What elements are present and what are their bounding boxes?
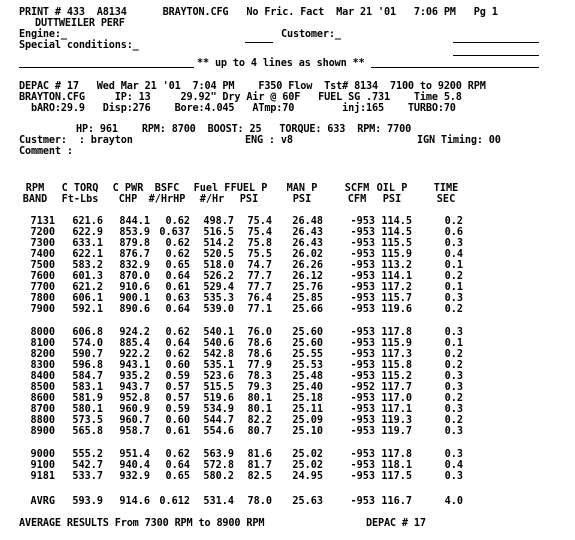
cell-bsfc: 0.62 — [165, 449, 190, 460]
cell-time: 0.3 — [444, 238, 463, 249]
header-time: TIME — [433, 183, 459, 194]
cell-scfm: -953 — [350, 415, 375, 426]
cell-rpm: 7800 — [30, 293, 55, 304]
cell-manifold-pressure: 26.48 — [292, 216, 323, 227]
cell-time: 0.1 — [444, 260, 463, 271]
cell-fuel-flow: 529.4 — [203, 282, 234, 293]
average-results-label: AVERAGE RESULTS From 7300 RPM to 8900 RPM — [19, 518, 265, 529]
cell-bsfc: 0.62 — [165, 349, 190, 360]
cell-torque: 555.2 — [72, 449, 103, 460]
cell-power: 960.9 — [119, 404, 150, 415]
cell-oil-pressure: 117.2 — [381, 282, 412, 293]
cell-rpm: 8600 — [30, 393, 55, 404]
cell-fuel-pressure: 77.7 — [247, 271, 272, 282]
cell-fuel-pressure: 75.4 — [247, 216, 272, 227]
cell-fuel-flow: 542.8 — [203, 349, 234, 360]
cell-rpm: 9181 — [30, 471, 55, 482]
cell-torque: 573.5 — [72, 415, 103, 426]
cell-fuel-pressure: 75.4 — [247, 227, 272, 238]
cell-oil-pressure: 117.3 — [381, 349, 412, 360]
cell-oil-pressure: 116.7 — [381, 496, 412, 507]
cell-power: 853.9 — [119, 227, 150, 238]
cell-manifold-pressure: 26.26 — [292, 260, 323, 271]
cell-torque: 596.8 — [72, 360, 103, 371]
cell-rpm: 8100 — [30, 338, 55, 349]
cell-fuel-flow: 520.5 — [203, 249, 234, 260]
cell-time: 0.2 — [444, 360, 463, 371]
cell-oil-pressure: 114.5 — [381, 216, 412, 227]
header-fuel-flow: Fuel F — [193, 183, 231, 194]
cell-torque: 580.1 — [72, 404, 103, 415]
cell-bsfc: 0.65 — [165, 260, 190, 271]
cell-rpm: 8300 — [30, 360, 55, 371]
cell-scfm: -953 — [350, 371, 375, 382]
cell-fuel-pressure: 75.8 — [247, 238, 272, 249]
cell-oil-pressure: 115.8 — [381, 360, 412, 371]
cell-scfm: -953 — [350, 271, 375, 282]
cell-fuel-pressure: 74.7 — [247, 260, 272, 271]
cell-fuel-pressure: 78.0 — [247, 496, 272, 507]
cell-time: 0.3 — [444, 327, 463, 338]
notes-line-left — [19, 67, 194, 68]
cell-manifold-pressure: 25.76 — [292, 282, 323, 293]
cell-scfm: -953 — [350, 426, 375, 437]
cell-scfm: -953 — [350, 216, 375, 227]
cell-time: 0.3 — [444, 382, 463, 393]
cell-scfm: -953 — [350, 349, 375, 360]
cell-power: 943.1 — [119, 360, 150, 371]
cell-fuel-pressure: 76.4 — [247, 293, 272, 304]
cell-bsfc: 0.62 — [165, 327, 190, 338]
cell-time: 0.2 — [444, 349, 463, 360]
cell-time: 0.3 — [444, 449, 463, 460]
header-rpm: BAND — [22, 194, 48, 205]
cell-torque: 542.7 — [72, 460, 103, 471]
cell-time: 0.3 — [444, 371, 463, 382]
cell-power: 943.7 — [119, 382, 150, 393]
cell-time: 0.3 — [444, 404, 463, 415]
table-average-row — [0, 496, 575, 508]
run-info-line-2: BRAYTON.CFG IP: 13 29.92" Dry Air @ 60F FUEL SG .731 Time 5.8 — [19, 92, 462, 103]
cell-power: 952.8 — [119, 393, 150, 404]
cell-torque: 622.9 — [72, 227, 103, 238]
cell-fuel-pressure: 82.5 — [247, 471, 272, 482]
cell-torque: 581.9 — [72, 393, 103, 404]
cell-bsfc: 0.65 — [165, 471, 190, 482]
cell-time: 0.2 — [444, 393, 463, 404]
cell-bsfc: 0.63 — [165, 293, 190, 304]
header-manifold-pressure: MAN P — [286, 183, 318, 194]
cell-time: 0.1 — [444, 282, 463, 293]
cell-scfm: -953 — [350, 227, 375, 238]
cell-bsfc: 0.64 — [165, 271, 190, 282]
cell-time: 0.2 — [444, 271, 463, 282]
engine-label: Engine:_ — [19, 29, 67, 40]
cell-time: 0.6 — [444, 227, 463, 238]
cell-rpm: 9000 — [30, 449, 55, 460]
cell-oil-pressure: 114.5 — [381, 227, 412, 238]
peak-summary: HP: 961 RPM: 8700 BOOST: 25 TORQUE: 633 RPM: 7700 — [76, 124, 412, 135]
cell-power: 890.6 — [119, 304, 150, 315]
table-row — [0, 426, 575, 438]
up-to-note: ** up to 4 lines as shown ** — [197, 58, 365, 69]
cell-bsfc: 0.637 — [159, 227, 190, 238]
cell-torque: 621.6 — [72, 216, 103, 227]
customer-value: Custmer: : brayton — [19, 135, 133, 146]
cell-fuel-flow: 535.1 — [203, 360, 234, 371]
header-time: SEC — [436, 194, 456, 205]
cell-torque: 590.7 — [72, 349, 103, 360]
cell-manifold-pressure: 25.63 — [292, 496, 323, 507]
cell-scfm: -953 — [350, 260, 375, 271]
cell-fuel-pressure: 77.9 — [247, 360, 272, 371]
table-header-row-bottom — [0, 194, 575, 206]
table-row — [0, 304, 575, 316]
cell-scfm: -953 — [350, 304, 375, 315]
cell-rpm: 7900 — [30, 304, 55, 315]
header-bsfc: BSFC — [154, 183, 180, 194]
cell-fuel-pressure: 77.1 — [247, 304, 272, 315]
cell-oil-pressure: 114.1 — [381, 271, 412, 282]
cell-fuel-flow: 540.1 — [203, 327, 234, 338]
header-fuel-pressure: FUEL P — [230, 183, 268, 194]
header-torque: Ft-Lbs — [61, 194, 99, 205]
ignition-timing: IGN Timing: 00 — [417, 135, 501, 146]
cell-manifold-pressure: 25.48 — [292, 371, 323, 382]
cell-fuel-flow: 515.5 — [203, 382, 234, 393]
cell-torque: 584.7 — [72, 371, 103, 382]
company-name: DUTTWEILER PERF — [35, 18, 125, 29]
cell-fuel-flow: 563.9 — [203, 449, 234, 460]
cell-fuel-pressure: 80.7 — [247, 426, 272, 437]
cell-power: 940.4 — [119, 460, 150, 471]
cell-rpm: 8200 — [30, 349, 55, 360]
cell-fuel-flow: 498.7 — [203, 216, 234, 227]
comment-label: Comment : — [19, 146, 73, 157]
cell-bsfc: 0.61 — [165, 426, 190, 437]
cell-manifold-pressure: 25.11 — [292, 404, 323, 415]
customer-label: Customer:_ — [281, 29, 341, 40]
cell-rpm: 8500 — [30, 382, 55, 393]
run-info-line-1: DEPAC # 17 Wed Mar 21 '01 7:04 PM F350 Flow Tst# 8134 7100 to 9200 RPM — [19, 81, 486, 92]
cell-fuel-pressure: 75.5 — [247, 249, 272, 260]
cell-power: 960.7 — [119, 415, 150, 426]
header-manifold-pressure: PSI — [292, 194, 312, 205]
cell-scfm: -953 — [350, 360, 375, 371]
engine-field-line — [245, 42, 273, 43]
cell-fuel-flow: 518.0 — [203, 260, 234, 271]
cell-power: 935.2 — [119, 371, 150, 382]
table-row — [0, 471, 575, 483]
cell-manifold-pressure: 25.55 — [292, 349, 323, 360]
cell-manifold-pressure: 25.53 — [292, 360, 323, 371]
cell-fuel-pressure: 81.7 — [247, 460, 272, 471]
cell-oil-pressure: 119.3 — [381, 415, 412, 426]
cell-fuel-pressure: 76.0 — [247, 327, 272, 338]
cell-rpm: 7500 — [30, 260, 55, 271]
cell-manifold-pressure: 25.60 — [292, 327, 323, 338]
cell-rpm: 7131 — [30, 216, 55, 227]
cell-manifold-pressure: 25.40 — [292, 382, 323, 393]
cell-scfm: -952 — [350, 382, 375, 393]
cell-power: 900.1 — [119, 293, 150, 304]
cell-oil-pressure: 119.7 — [381, 426, 412, 437]
cell-bsfc: 0.62 — [165, 238, 190, 249]
cell-fuel-pressure: 77.7 — [247, 282, 272, 293]
cell-time: 0.4 — [444, 249, 463, 260]
cell-time: 4.0 — [444, 496, 463, 507]
header-bsfc: #/HrHP — [148, 194, 186, 205]
cell-time: 0.1 — [444, 338, 463, 349]
cell-rpm: 8000 — [30, 327, 55, 338]
special-field-line — [453, 55, 539, 56]
cell-time: 0.3 — [444, 471, 463, 482]
cell-power: 951.4 — [119, 449, 150, 460]
cell-torque: 606.1 — [72, 293, 103, 304]
cell-fuel-flow: 531.4 — [203, 496, 234, 507]
cell-manifold-pressure: 26.43 — [292, 227, 323, 238]
header-power: C PWR — [112, 183, 144, 194]
cell-torque: 583.2 — [72, 260, 103, 271]
cell-power: 885.4 — [119, 338, 150, 349]
cell-fuel-flow: 539.0 — [203, 304, 234, 315]
cell-bsfc: 0.59 — [165, 371, 190, 382]
cell-fuel-flow: 572.8 — [203, 460, 234, 471]
footer-depac: DEPAC # 17 — [366, 518, 426, 529]
cell-oil-pressure: 117.8 — [381, 449, 412, 460]
cell-scfm: -953 — [350, 471, 375, 482]
cell-scfm: -953 — [350, 238, 375, 249]
cell-manifold-pressure: 26.12 — [292, 271, 323, 282]
cell-torque: 622.1 — [72, 249, 103, 260]
cell-bsfc: 0.64 — [165, 338, 190, 349]
cell-scfm: -953 — [350, 496, 375, 507]
print-header-line: PRINT # 433 A8134 BRAYTON.CFG No Fric. Fact Mar 21 '01 7:06 PM Pg 1 — [19, 7, 498, 18]
customer-field-line — [453, 42, 539, 43]
cell-power: 844.1 — [119, 216, 150, 227]
cell-time: 0.2 — [444, 216, 463, 227]
header-rpm: RPM — [25, 183, 45, 194]
cell-fuel-pressure: 79.3 — [247, 382, 272, 393]
cell-torque: 593.9 — [72, 496, 103, 507]
cell-rpm: 8900 — [30, 426, 55, 437]
header-fuel-flow: #/Hr — [199, 194, 225, 205]
cell-oil-pressure: 115.2 — [381, 371, 412, 382]
cell-fuel-flow: 534.9 — [203, 404, 234, 415]
cell-rpm: 7600 — [30, 271, 55, 282]
cell-power: 876.7 — [119, 249, 150, 260]
cell-fuel-pressure: 78.6 — [247, 338, 272, 349]
cell-oil-pressure: 117.5 — [381, 471, 412, 482]
cell-fuel-pressure: 82.2 — [247, 415, 272, 426]
cell-torque: 574.0 — [72, 338, 103, 349]
cell-torque: 606.8 — [72, 327, 103, 338]
cell-oil-pressure: 113.2 — [381, 260, 412, 271]
cell-manifold-pressure: 25.60 — [292, 338, 323, 349]
special-conditions-label: Special conditions:_ — [19, 40, 139, 51]
cell-manifold-pressure: 26.02 — [292, 249, 323, 260]
cell-torque: 533.7 — [72, 471, 103, 482]
cell-power: 879.8 — [119, 238, 150, 249]
cell-manifold-pressure: 25.18 — [292, 393, 323, 404]
cell-fuel-flow: 526.2 — [203, 271, 234, 282]
cell-oil-pressure: 115.5 — [381, 238, 412, 249]
cell-fuel-pressure: 80.1 — [247, 393, 272, 404]
cell-scfm: -953 — [350, 449, 375, 460]
cell-rpm: 8800 — [30, 415, 55, 426]
cell-oil-pressure: 115.9 — [381, 338, 412, 349]
cell-oil-pressure: 119.6 — [381, 304, 412, 315]
cell-rpm: 9100 — [30, 460, 55, 471]
cell-bsfc: 0.62 — [165, 216, 190, 227]
cell-torque: 633.1 — [72, 238, 103, 249]
cell-fuel-flow: 544.7 — [203, 415, 234, 426]
cell-bsfc: 0.64 — [165, 304, 190, 315]
cell-time: 0.2 — [444, 415, 463, 426]
cell-manifold-pressure: 25.66 — [292, 304, 323, 315]
cell-oil-pressure: 118.1 — [381, 460, 412, 471]
cell-manifold-pressure: 25.02 — [292, 449, 323, 460]
cell-fuel-flow: 523.6 — [203, 371, 234, 382]
header-oil-pressure: PSI — [382, 194, 402, 205]
cell-rpm: 8700 — [30, 404, 55, 415]
cell-rpm: 7700 — [30, 282, 55, 293]
cell-scfm: -953 — [350, 338, 375, 349]
cell-time: 0.2 — [444, 304, 463, 315]
cell-bsfc: 0.57 — [165, 393, 190, 404]
header-scfm: CFM — [347, 194, 367, 205]
cell-oil-pressure: 117.8 — [381, 327, 412, 338]
cell-scfm: -953 — [350, 293, 375, 304]
cell-oil-pressure: 117.1 — [381, 404, 412, 415]
cell-bsfc: 0.60 — [165, 415, 190, 426]
cell-power: 870.0 — [119, 271, 150, 282]
cell-scfm: -953 — [350, 404, 375, 415]
cell-manifold-pressure: 25.10 — [292, 426, 323, 437]
cell-scfm: -953 — [350, 249, 375, 260]
cell-bsfc: 0.612 — [159, 496, 190, 507]
header-scfm: SCFM — [344, 183, 370, 194]
header-fuel-pressure: PSI — [239, 194, 259, 205]
cell-manifold-pressure: 24.95 — [292, 471, 323, 482]
cell-fuel-flow: 540.6 — [203, 338, 234, 349]
run-info-line-3: bARO:29.9 Disp:276 Bore:4.045 ATmp:70 inj:165 TURBO:70 — [19, 103, 456, 114]
cell-torque: 601.3 — [72, 271, 103, 282]
cell-scfm: -953 — [350, 460, 375, 471]
cell-fuel-pressure: 78.3 — [247, 371, 272, 382]
cell-rpm: 7400 — [30, 249, 55, 260]
cell-bsfc: 0.57 — [165, 382, 190, 393]
cell-power: 958.7 — [119, 426, 150, 437]
cell-fuel-flow: 516.5 — [203, 227, 234, 238]
cell-manifold-pressure: 25.02 — [292, 460, 323, 471]
cell-rpm: 8400 — [30, 371, 55, 382]
cell-fuel-pressure: 78.6 — [247, 349, 272, 360]
cell-fuel-pressure: 81.6 — [247, 449, 272, 460]
cell-torque: 592.1 — [72, 304, 103, 315]
cell-rpm: 7200 — [30, 227, 55, 238]
cell-bsfc: 0.59 — [165, 404, 190, 415]
cell-torque: 583.1 — [72, 382, 103, 393]
cell-fuel-pressure: 80.1 — [247, 404, 272, 415]
cell-oil-pressure: 117.0 — [381, 393, 412, 404]
cell-time: 0.3 — [444, 293, 463, 304]
cell-oil-pressure: 117.7 — [381, 382, 412, 393]
cell-manifold-pressure: 26.43 — [292, 238, 323, 249]
cell-oil-pressure: 115.9 — [381, 249, 412, 260]
cell-power: 910.6 — [119, 282, 150, 293]
cell-torque: 565.8 — [72, 426, 103, 437]
cell-bsfc: 0.64 — [165, 460, 190, 471]
cell-power: 932.9 — [119, 471, 150, 482]
cell-power: 924.2 — [119, 327, 150, 338]
cell-time: 0.3 — [444, 426, 463, 437]
cell-bsfc: 0.62 — [165, 249, 190, 260]
cell-rpm: 7300 — [30, 238, 55, 249]
cell-torque: 621.2 — [72, 282, 103, 293]
cell-rpm: AVRG — [30, 496, 55, 507]
cell-fuel-flow: 519.6 — [203, 393, 234, 404]
cell-scfm: -953 — [350, 393, 375, 404]
cell-manifold-pressure: 25.85 — [292, 293, 323, 304]
cell-scfm: -953 — [350, 327, 375, 338]
header-power: CHP — [118, 194, 138, 205]
cell-oil-pressure: 115.7 — [381, 293, 412, 304]
cell-power: 914.6 — [119, 496, 150, 507]
cell-time: 0.4 — [444, 460, 463, 471]
engine-value: ENG : v8 — [245, 135, 293, 146]
cell-fuel-flow: 554.6 — [203, 426, 234, 437]
cell-fuel-flow: 580.2 — [203, 471, 234, 482]
header-oil-pressure: OIL P — [376, 183, 408, 194]
cell-bsfc: 0.61 — [165, 282, 190, 293]
cell-power: 832.9 — [119, 260, 150, 271]
notes-line-right — [371, 67, 539, 68]
cell-power: 922.2 — [119, 349, 150, 360]
cell-fuel-flow: 514.2 — [203, 238, 234, 249]
cell-scfm: -953 — [350, 282, 375, 293]
cell-fuel-flow: 535.3 — [203, 293, 234, 304]
header-torque: C TORQ — [61, 183, 99, 194]
cell-bsfc: 0.60 — [165, 360, 190, 371]
cell-manifold-pressure: 25.09 — [292, 415, 323, 426]
